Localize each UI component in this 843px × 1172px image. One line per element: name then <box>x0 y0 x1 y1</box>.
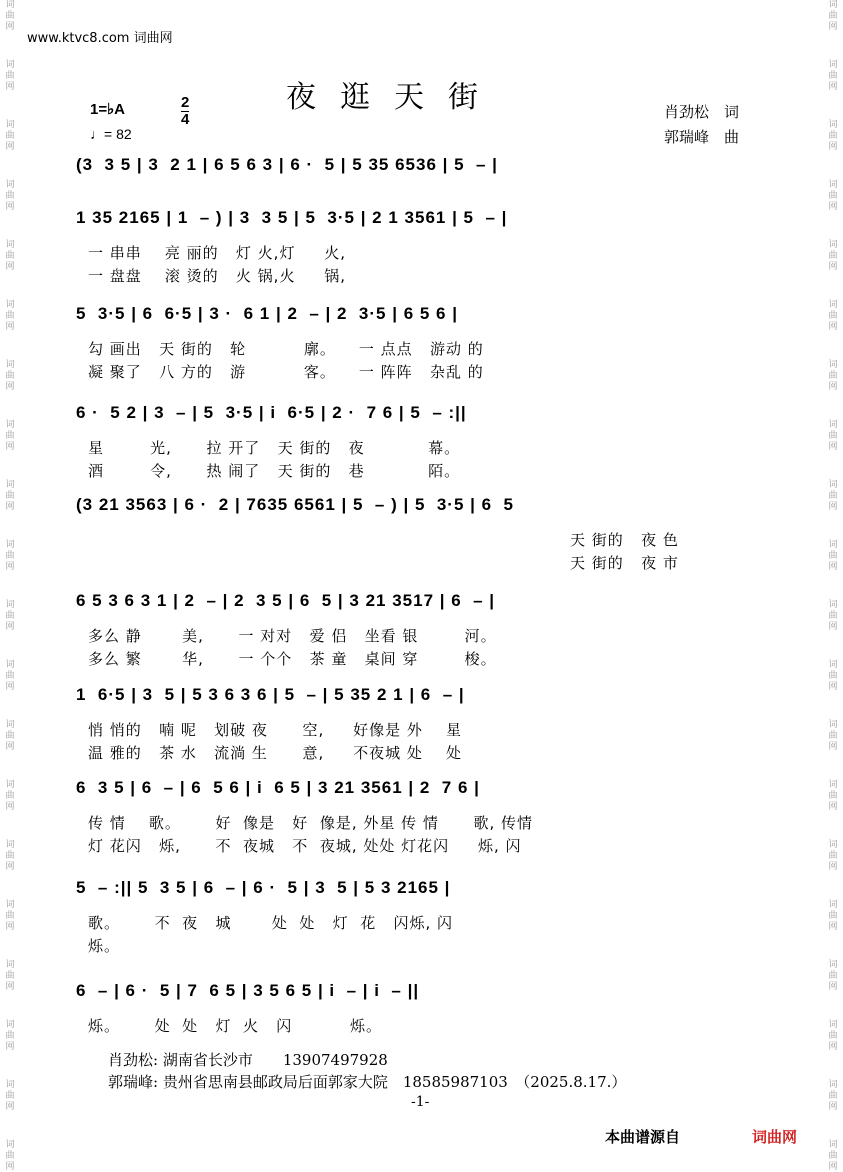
source-brand[interactable]: 词曲网 <box>752 1128 798 1146</box>
watermark-char: 网 <box>5 382 15 392</box>
watermark-char: 网 <box>5 1162 15 1172</box>
watermark-char: 网 <box>5 862 15 872</box>
watermark-char: 曲 <box>828 311 838 321</box>
watermark-char: 网 <box>828 622 838 632</box>
watermark-char: 曲 <box>5 1151 15 1161</box>
notation-line: 1 6·5 | 3 5 | 5 3 6 3 6 | 5 – | 5 35 2 1 | 6 – | <box>76 685 465 704</box>
watermark-char: 曲 <box>5 191 15 201</box>
watermark-char: 词 <box>5 1020 15 1030</box>
watermark-char: 曲 <box>828 131 838 141</box>
watermark-char: 词 <box>828 360 838 370</box>
watermark-char: 网 <box>828 1042 838 1052</box>
watermark-char: 网 <box>5 142 15 152</box>
watermark-char: 词 <box>5 1080 15 1090</box>
watermark-char: 网 <box>828 682 838 692</box>
watermark-char: 曲 <box>828 611 838 621</box>
watermark-char: 网 <box>828 1102 838 1112</box>
watermark-char: 曲 <box>828 971 838 981</box>
watermark-char: 曲 <box>5 851 15 861</box>
watermark-char: 曲 <box>5 971 15 981</box>
key-signature: 1=♭A <box>90 101 126 118</box>
watermark-char: 词 <box>828 180 838 190</box>
lyric-verse-1: 星 光, 拉 开了 天 街的 夜 幕。 <box>88 439 461 457</box>
watermark-char: 词 <box>5 840 15 850</box>
watermark-char: 曲 <box>5 11 15 21</box>
footer-lyricist-contact: 肖劲松: 湖南省长沙市 13907497928 <box>108 1051 388 1069</box>
watermark-char: 网 <box>5 442 15 452</box>
notation-line: 6 5 3 6 3 1 | 2 – | 2 3 5 | 6 5 | 3 21 3517 | 6 – | <box>76 591 496 610</box>
watermark-char: 词 <box>828 0 838 10</box>
watermark-char: 网 <box>828 862 838 872</box>
watermark-char: 词 <box>828 240 838 250</box>
watermark-char: 词 <box>5 720 15 730</box>
watermark-char: 曲 <box>828 1091 838 1101</box>
watermark-char: 网 <box>828 982 838 992</box>
watermark-char: 曲 <box>828 491 838 501</box>
watermark-char: 网 <box>5 562 15 572</box>
notation-line: 5 3·5 | 6 6·5 | 3 · 6 1 | 2 – | 2 3·5 | 6 5 6 | <box>76 304 458 323</box>
watermark-char: 曲 <box>5 611 15 621</box>
time-signature-top: 2 <box>181 94 190 111</box>
watermark-char: 曲 <box>5 71 15 81</box>
lyric-verse-2: 烁。 <box>88 937 121 955</box>
watermark-char: 词 <box>5 960 15 970</box>
watermark-char: 网 <box>5 82 15 92</box>
watermark-char: 词 <box>828 960 838 970</box>
lyric-verse-1: 烁。 处 处 灯 火 闪 烁。 <box>88 1017 382 1035</box>
watermark-char: 曲 <box>828 551 838 561</box>
watermark-char: 词 <box>5 1140 15 1150</box>
watermark-char: 曲 <box>828 791 838 801</box>
watermark-char: 网 <box>5 202 15 212</box>
watermark-left-edge <box>3 0 17 1172</box>
watermark-char: 网 <box>828 382 838 392</box>
watermark-char: 网 <box>5 802 15 812</box>
watermark-char: 曲 <box>828 671 838 681</box>
lyric-verse-2: 灯 花闪 烁, 不 夜城 不 夜城, 处处 灯花闪 烁, 闪 <box>88 837 522 855</box>
watermark-char: 网 <box>828 442 838 452</box>
song-title: 夜逛天街 <box>286 80 502 115</box>
watermark-char: 曲 <box>5 131 15 141</box>
watermark-char: 网 <box>5 682 15 692</box>
watermark-char: 词 <box>828 120 838 130</box>
notation-line: 5 – :|| 5 3 5 | 6 – | 6 · 5 | 3 5 | 5 3 2165 | <box>76 878 451 897</box>
watermark-char: 网 <box>5 742 15 752</box>
watermark-char: 网 <box>828 262 838 272</box>
watermark-char: 词 <box>5 0 15 10</box>
watermark-char: 曲 <box>5 491 15 501</box>
watermark-char: 词 <box>828 720 838 730</box>
watermark-char: 网 <box>828 802 838 812</box>
watermark-char: 词 <box>5 120 15 130</box>
watermark-char: 曲 <box>5 911 15 921</box>
watermark-char: 网 <box>5 1042 15 1052</box>
watermark-char: 网 <box>828 22 838 32</box>
watermark-char: 词 <box>828 480 838 490</box>
notation-line: (3 21 3563 | 6 · 2 | 7635 6561 | 5 – ) | 5 3·5 | 6 5 <box>76 495 514 514</box>
watermark-char: 网 <box>5 622 15 632</box>
watermark-char: 曲 <box>828 71 838 81</box>
watermark-char: 曲 <box>5 311 15 321</box>
watermark-char: 词 <box>828 780 838 790</box>
watermark-char: 网 <box>5 982 15 992</box>
lyric-verse-1: 多么 静 美, 一 对对 爱 侣 坐看 银 河。 <box>88 627 497 645</box>
page-number: -1- <box>411 1094 430 1110</box>
watermark-char: 曲 <box>828 431 838 441</box>
watermark-char: 词 <box>5 900 15 910</box>
watermark-char: 词 <box>828 300 838 310</box>
watermark-char: 词 <box>828 840 838 850</box>
watermark-char: 曲 <box>828 371 838 381</box>
watermark-char: 词 <box>5 420 15 430</box>
source-label: 本曲谱源自 <box>605 1128 681 1146</box>
watermark-char: 曲 <box>828 1031 838 1041</box>
watermark-char: 词 <box>5 600 15 610</box>
watermark-char: 词 <box>5 660 15 670</box>
lyric-verse-2: 温 雅的 茶 水 流淌 生 意, 不夜城 处 处 <box>88 744 462 762</box>
watermark-char: 词 <box>828 420 838 430</box>
watermark-char: 词 <box>5 300 15 310</box>
watermark-char: 网 <box>828 1162 838 1172</box>
composer-credit: 郭瑞峰 曲 <box>664 128 740 146</box>
watermark-char: 曲 <box>5 551 15 561</box>
watermark-char: 词 <box>5 480 15 490</box>
watermark-char: 曲 <box>5 671 15 681</box>
lyricist-credit: 肖劲松 词 <box>664 103 740 121</box>
site-url[interactable]: www.ktvc8.com 词曲网 <box>27 31 173 46</box>
watermark-char: 网 <box>828 142 838 152</box>
lyric-verse-2: 一 盘盘 滚 烫的 火 锅,火 锅, <box>88 267 347 285</box>
notation-line: 1 35 2165 | 1 – ) | 3 3 5 | 5 3·5 | 2 1 3561 | 5 – | <box>76 208 508 227</box>
watermark-char: 曲 <box>5 371 15 381</box>
watermark-char: 曲 <box>5 431 15 441</box>
watermark-char: 词 <box>828 1140 838 1150</box>
lyric-verse-1: 勾 画出 天 街的 轮 廓。 一 点点 游动 的 <box>88 340 484 358</box>
lyric-verse-1: 天 街的 夜 色 <box>570 531 679 549</box>
tempo-marking: ♩= 82 <box>90 126 132 142</box>
lyric-verse-1: 传 情 歌。 好 像是 好 像是, 外星 传 情 歌, 传情 <box>88 814 534 832</box>
time-signature <box>181 95 189 128</box>
watermark-char: 词 <box>828 660 838 670</box>
watermark-char: 曲 <box>5 251 15 261</box>
lyric-verse-1: 一 串串 亮 丽的 灯 火,灯 火, <box>88 244 347 262</box>
watermark-char: 网 <box>5 322 15 332</box>
watermark-char: 曲 <box>828 731 838 741</box>
time-signature-bottom: 4 <box>181 111 190 128</box>
watermark-char: 词 <box>828 540 838 550</box>
watermark-char: 词 <box>5 360 15 370</box>
notation-line: 6 3 5 | 6 – | 6 5 6 | i 6 5 | 3 21 3561 | 2 7 6 | <box>76 778 480 797</box>
watermark-char: 网 <box>828 562 838 572</box>
watermark-char: 词 <box>5 180 15 190</box>
watermark-char: 曲 <box>5 1031 15 1041</box>
watermark-char: 曲 <box>828 851 838 861</box>
watermark-char: 词 <box>828 600 838 610</box>
watermark-char: 词 <box>5 780 15 790</box>
notation-line: (3 3 5 | 3 2 1 | 6 5 6 3 | 6 · 5 | 5 35 6536 | 5 – | <box>76 155 498 174</box>
watermark-char: 曲 <box>828 11 838 21</box>
watermark-char: 曲 <box>828 251 838 261</box>
lyric-verse-1: 歌。 不 夜 城 处 处 灯 花 闪烁, 闪 <box>88 914 454 932</box>
watermark-char: 网 <box>828 322 838 332</box>
watermark-char: 词 <box>828 60 838 70</box>
lyric-verse-2: 酒 令, 热 闹了 天 街的 巷 陌。 <box>88 462 461 480</box>
lyric-verse-2: 多么 繁 华, 一 个个 茶 童 桌间 穿 梭。 <box>88 650 497 668</box>
watermark-char: 网 <box>5 1102 15 1112</box>
watermark-char: 词 <box>5 240 15 250</box>
watermark-char: 网 <box>828 742 838 752</box>
watermark-char: 网 <box>828 202 838 212</box>
watermark-char: 词 <box>5 60 15 70</box>
watermark-char: 曲 <box>5 731 15 741</box>
watermark-right-edge <box>826 0 840 1172</box>
footer-composer-contact: 郭瑞峰: 贵州省思南县邮政局后面郭家大院 18585987103 （2025.8.17.） <box>108 1073 627 1091</box>
watermark-char: 网 <box>5 922 15 932</box>
notation-line: 6 · 5 2 | 3 – | 5 3·5 | i 6·5 | 2 · 7 6 | 5 – :|| <box>76 403 467 422</box>
watermark-char: 曲 <box>828 911 838 921</box>
watermark-char: 词 <box>828 1080 838 1090</box>
notation-line: 6 – | 6 · 5 | 7 6 5 | 3 5 6 5 | i – | i – || <box>76 981 420 1000</box>
watermark-char: 网 <box>5 502 15 512</box>
watermark-char: 网 <box>828 922 838 932</box>
watermark-char: 网 <box>5 262 15 272</box>
lyric-verse-2: 凝 聚了 八 方的 游 客。 一 阵阵 杂乱 的 <box>88 363 484 381</box>
lyric-verse-1: 悄 悄的 喃 呢 划破 夜 空, 好像是 外 星 <box>88 721 462 739</box>
watermark-char: 词 <box>828 900 838 910</box>
watermark-char: 曲 <box>5 1091 15 1101</box>
watermark-char: 词 <box>5 540 15 550</box>
watermark-char: 词 <box>828 1020 838 1030</box>
lyric-verse-2: 天 街的 夜 市 <box>570 554 679 572</box>
watermark-char: 曲 <box>828 191 838 201</box>
watermark-char: 曲 <box>5 791 15 801</box>
watermark-char: 网 <box>828 502 838 512</box>
watermark-char: 曲 <box>828 1151 838 1161</box>
watermark-char: 网 <box>828 82 838 92</box>
watermark-char: 网 <box>5 22 15 32</box>
